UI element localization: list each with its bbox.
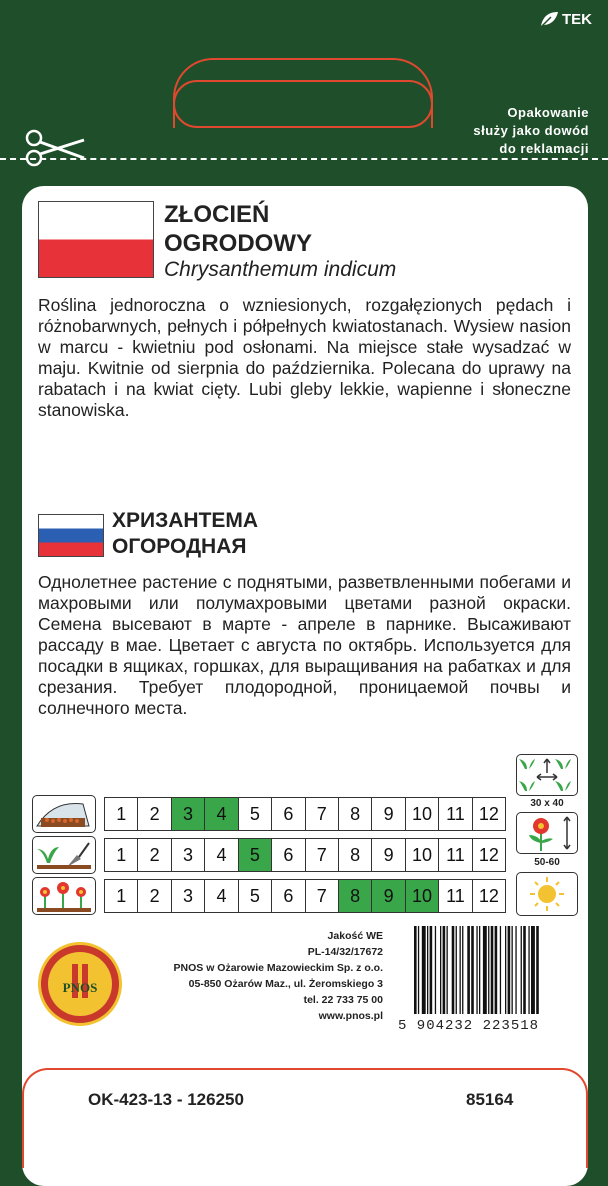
- sun-icon: [516, 872, 578, 916]
- barcode-bar: [521, 926, 522, 1014]
- month-cell: 2: [138, 880, 171, 912]
- trowel-seedling-icon: [32, 836, 96, 874]
- month-cell: 2: [138, 839, 171, 871]
- month-cell: 2: [138, 798, 171, 830]
- month-cell: 3: [172, 839, 205, 871]
- russia-flag: [38, 514, 104, 557]
- month-cell: 4: [205, 798, 238, 830]
- calendar-row-sowing: [104, 797, 506, 831]
- spacing-label: 30 x 40: [530, 798, 564, 809]
- company-line: 05-850 Ożarów Maz., ul. Żeromskiego 3: [188, 978, 383, 990]
- bottom-frame: [22, 1068, 588, 1168]
- barcode-bar: [515, 926, 516, 1014]
- tek-logo: [539, 10, 592, 28]
- month-cell: 1: [105, 839, 138, 871]
- plant-height-icon: [516, 812, 578, 854]
- barcode-bar: [456, 926, 457, 1014]
- barcode-bar: [483, 926, 487, 1014]
- month-cell: 4: [205, 880, 238, 912]
- notice-line: służy jako dowód: [473, 123, 589, 138]
- month-cell: 3: [172, 880, 205, 912]
- month-cell: 11: [439, 880, 472, 912]
- description-polish: Roślina jednoroczna o wzniesionych, rozgałęzionych pędach i różnobarwnych, pełnych i półpełnych kwiatostanach. Wysiew nasion w marcu - kwietniu pod osłonami. Na miejsce stałe wysadzać w maju. Kwitnie od sierpnia do października. Polecana do uprawy na rabatach i na kwiat cięty. Lubi gleby lekkie, wapienne i słoneczne stanowiska.: [38, 295, 571, 420]
- description-russian: Однолетнее растение с поднятыми, разветвленными побегами и махровыми или полумахровыми цветами разной окраски. Семена высевают в марте - апреле в парнике. Высаживают рассаду в мае. Цветает с августа по октябрь. Используется для посадки в ящиках, горшках, для выращивания на рабатках и для срезания. Требует плодородной, проницаемой почвы и солнечного места.: [38, 572, 571, 718]
- barcode-bar: [414, 926, 417, 1014]
- barcode-bar: [531, 926, 535, 1014]
- barcode-bar: [500, 926, 501, 1014]
- seal-logo-icon: [48, 952, 112, 1016]
- month-cell: 1: [105, 798, 138, 830]
- barcode-bar: [508, 926, 511, 1014]
- calendar-row-flowering: [104, 879, 506, 913]
- barcode-bar: [491, 926, 494, 1014]
- barcode-bar: [440, 926, 441, 1014]
- barcode-bar: [422, 926, 426, 1014]
- month-cell: 12: [478, 885, 499, 906]
- month-cell: 9: [372, 880, 405, 912]
- poland-flag: [38, 201, 154, 278]
- month-cell: 9: [372, 798, 405, 830]
- barcode-bar: [471, 926, 474, 1014]
- month-cell: 5: [239, 839, 272, 871]
- month-cell: 8: [339, 880, 372, 912]
- barcode-bar: [495, 926, 498, 1014]
- month-cell: 9: [372, 839, 405, 871]
- barcode-bar: [523, 926, 526, 1014]
- company-line: Jakość WE: [327, 930, 383, 942]
- month-cell: 1: [105, 880, 138, 912]
- month-cell: 12: [478, 844, 499, 865]
- month-cell: 10: [406, 839, 439, 871]
- notice-line: Opakowanie: [507, 105, 589, 120]
- barcode-bar: [462, 926, 463, 1014]
- barcode-bar: [536, 926, 539, 1014]
- barcode-bar: [488, 926, 489, 1014]
- barcode-bar: [467, 926, 470, 1014]
- company-info: [174, 928, 383, 1024]
- company-line: www.pnos.pl: [318, 1010, 383, 1022]
- scissors-icon: [22, 128, 88, 168]
- title-line: ZŁOCIEŃ: [164, 201, 270, 228]
- month-cell: 6: [272, 839, 305, 871]
- month-cell: 7: [306, 798, 339, 830]
- title-line: ХРИЗАНТЕМА: [112, 509, 259, 532]
- barcode-bar: [435, 926, 436, 1014]
- month-cell: 5: [239, 880, 272, 912]
- barcode-bar: [505, 926, 506, 1014]
- title-polish: [164, 200, 312, 258]
- month-cell: 10: [406, 880, 439, 912]
- month-cell: 10: [406, 798, 439, 830]
- flowers-icon: [32, 877, 96, 915]
- greenhouse-icon: [32, 795, 96, 833]
- barcode-bar: [447, 926, 448, 1014]
- company-line: tel. 22 733 75 00: [303, 994, 383, 1006]
- barcode-bar: [452, 926, 455, 1014]
- company-line: PL-14/32/17672: [307, 946, 383, 958]
- barcode-bar: [427, 926, 428, 1014]
- barcode-bar: [418, 926, 419, 1014]
- month-cell: 5: [239, 798, 272, 830]
- company-line: PNOS w Ożarowie Mazowieckim Sp. z o.o.: [173, 962, 383, 974]
- seal-text: PNOS: [62, 980, 98, 995]
- month-cell: 6: [272, 798, 305, 830]
- brand-text: TEK: [562, 10, 592, 28]
- calendar-row-transplanting: [104, 838, 506, 872]
- barcode-bar: [460, 926, 461, 1014]
- month-cell: 12: [478, 803, 499, 824]
- month-cell: 4: [205, 839, 238, 871]
- barcode-bar: [476, 926, 477, 1014]
- month-cell: 8: [339, 839, 372, 871]
- latin-name: Chrysanthemum indicum: [164, 258, 397, 281]
- barcode-bar: [443, 926, 446, 1014]
- month-cell: 6: [272, 880, 305, 912]
- notice-line: do reklamacji: [499, 141, 589, 156]
- barcode-bar: [430, 926, 433, 1014]
- barcode: [412, 926, 578, 1016]
- height-label: 50-60: [534, 857, 560, 868]
- barcode-bar: [512, 926, 513, 1014]
- title-russian: [112, 508, 258, 560]
- batch-code: OK-423-13 - 126250: [88, 1090, 244, 1109]
- month-cell: 3: [172, 798, 205, 830]
- spacing-icon: [516, 754, 578, 796]
- hang-hole: [173, 80, 433, 128]
- title-line: OGRODOWY: [164, 230, 312, 257]
- month-cell: 7: [306, 880, 339, 912]
- leaf-icon: [539, 10, 559, 28]
- month-cell: 11: [439, 839, 472, 871]
- product-number: 85164: [466, 1090, 514, 1109]
- barcode-digits: 5 904232 223518: [398, 1018, 540, 1034]
- month-cell: 8: [339, 798, 372, 830]
- month-cell: 11: [439, 798, 472, 830]
- barcode-bar: [479, 926, 480, 1014]
- month-cell: 7: [306, 839, 339, 871]
- barcode-bar: [528, 926, 529, 1014]
- complaint-notice: [473, 104, 589, 158]
- title-line: ОГОРОДНАЯ: [112, 535, 247, 558]
- cut-line: [0, 158, 608, 160]
